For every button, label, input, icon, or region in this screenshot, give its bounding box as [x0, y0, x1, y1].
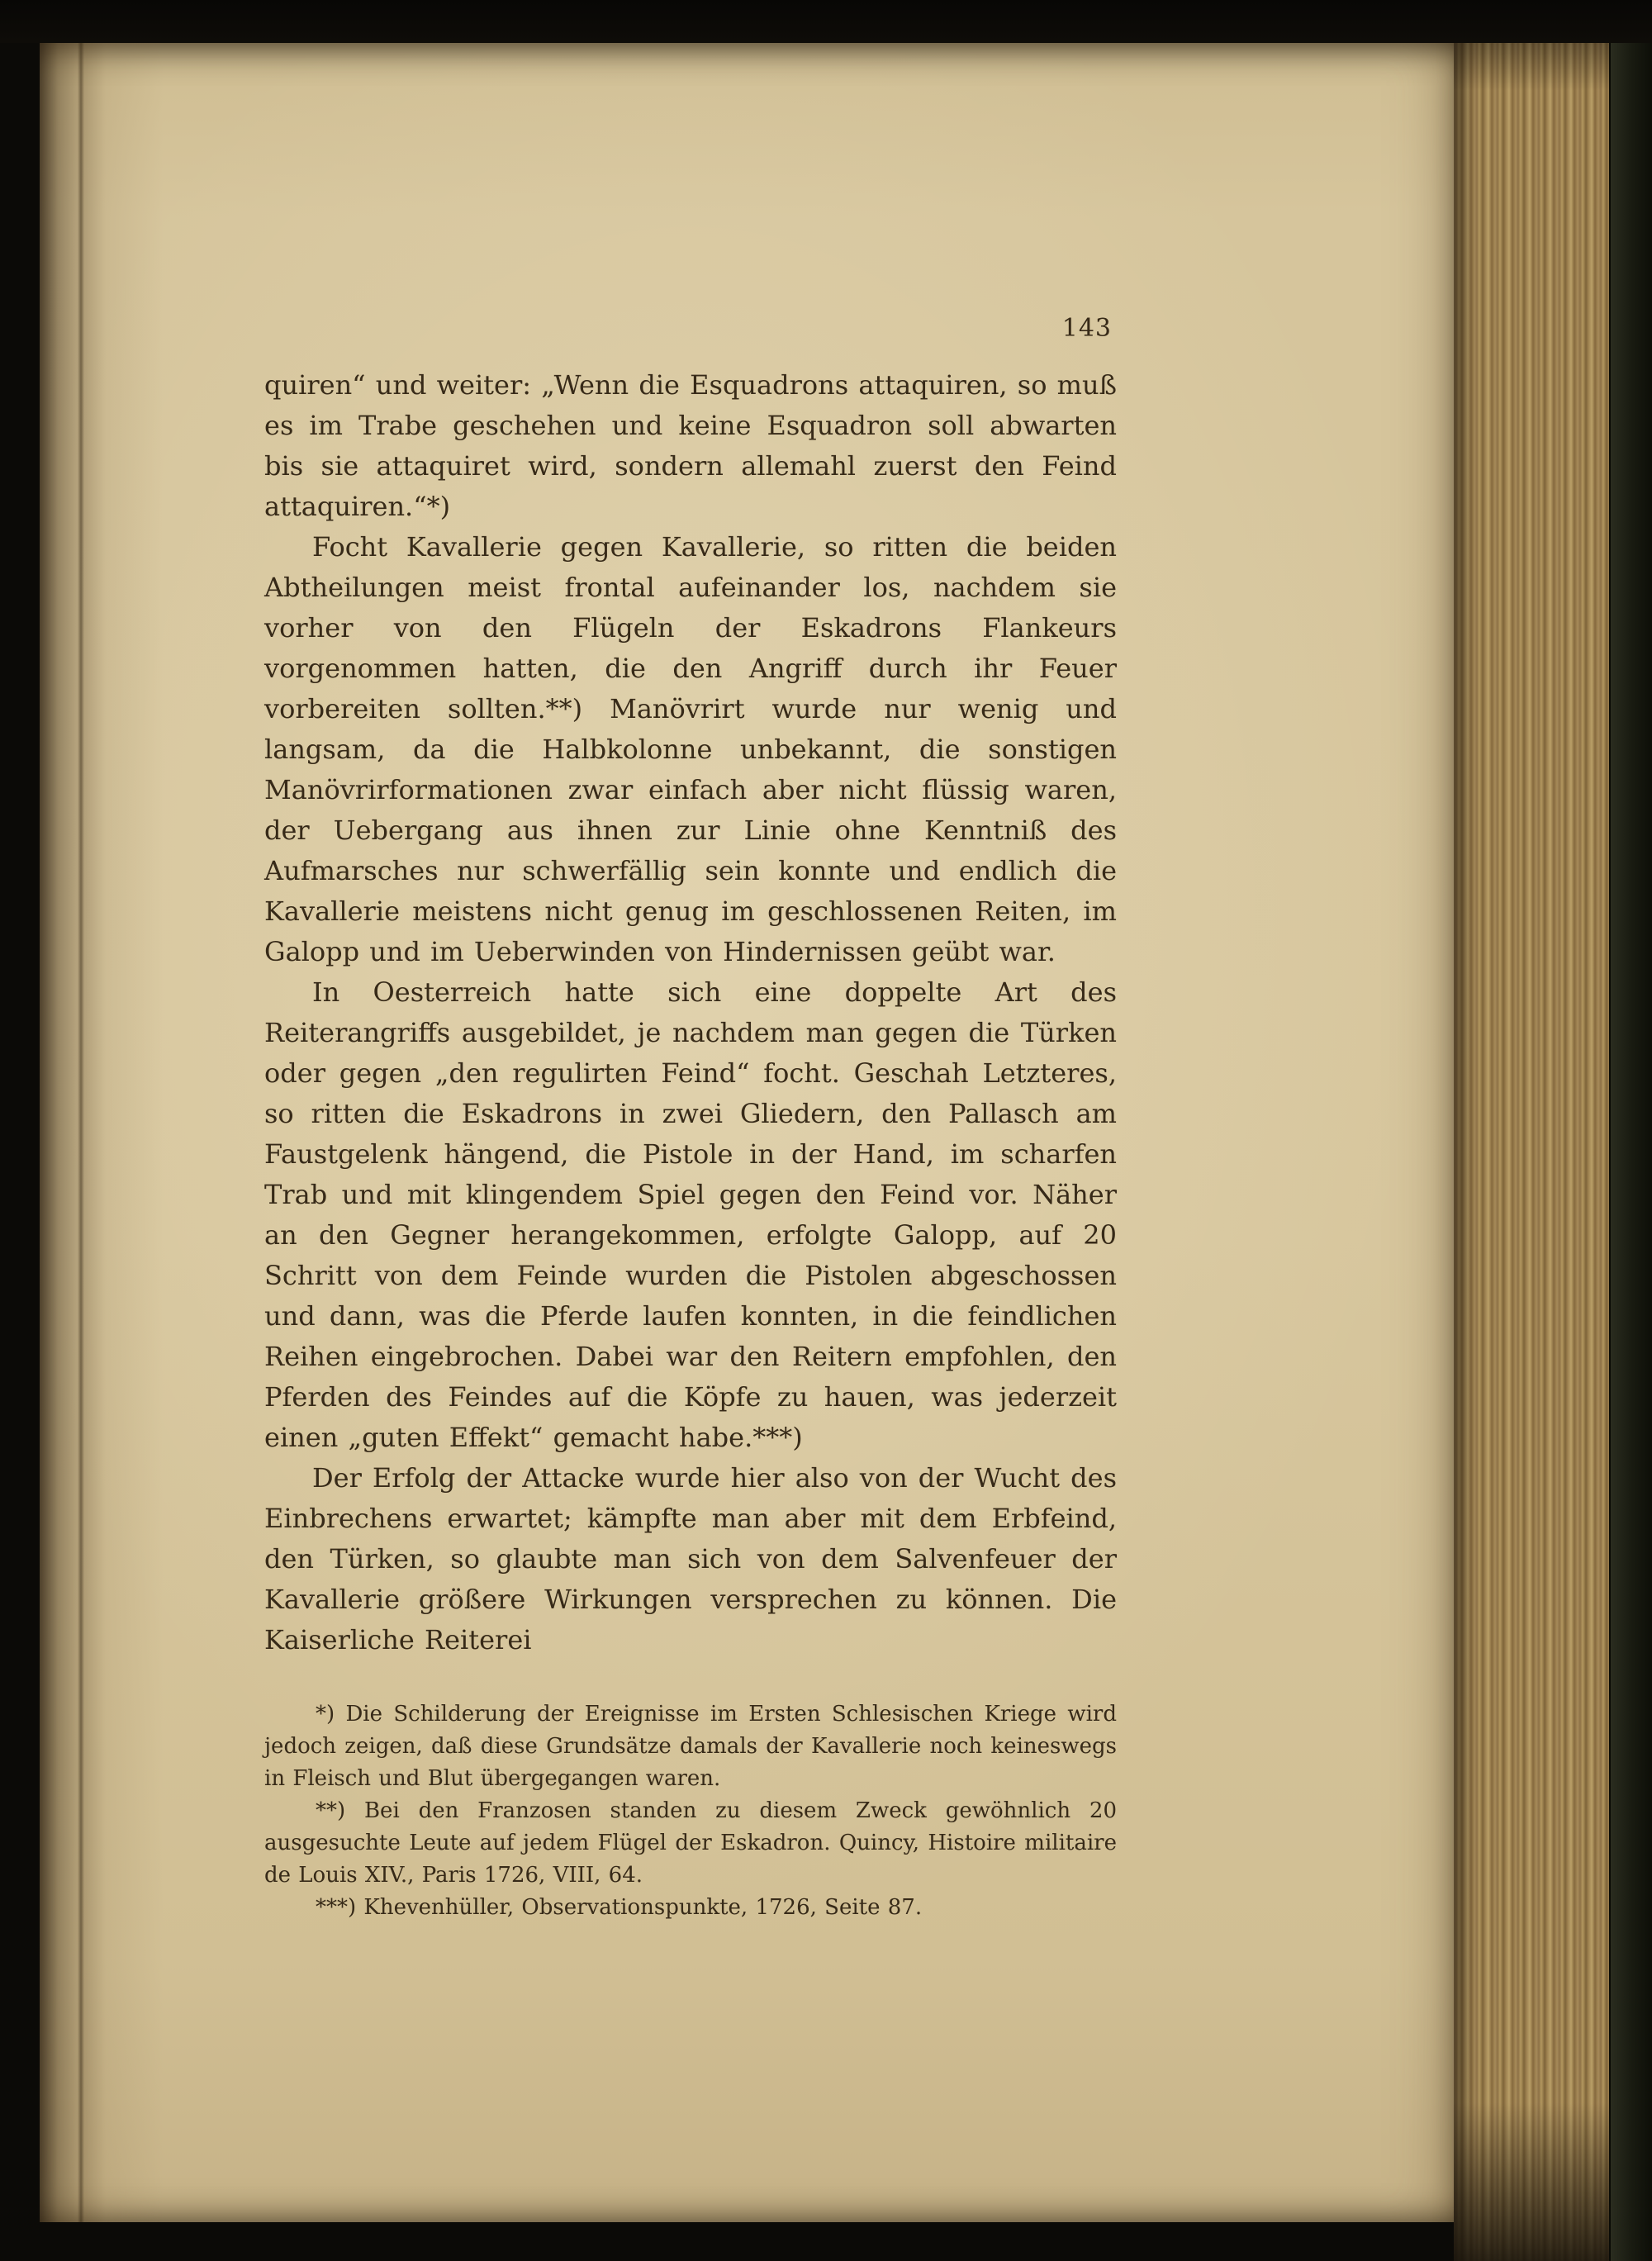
body-paragraph: quiren“ und weiter: „Wenn die Esquadrons attaquiren, so muß es im Trabe geschehen und keine Esquadron soll abwarten bis sie attaquiret wird, sondern allemahl zuerst den Feind attaquiren.“*)	[264, 369, 1117, 522]
gutter-shadow	[40, 41, 164, 2222]
footnote: ***) Khevenhüller, Observationspunkte, 1726, Seite 87.	[316, 1895, 923, 1920]
photo-top-shadow	[0, 0, 1652, 43]
footnotes-section	[264, 1698, 1117, 1924]
body-paragraph: Der Erfolg der Attacke wurde hier also von der Wucht des Einbrechens erwartet; kämpfte man aber mit dem Erbfeind, den Türken, so glaubte man sich von dem Salvenfeuer der Kavallerie größere Wirkungen versprechen zu können. Die Kaiserliche Reiterei	[264, 1462, 1117, 1655]
page-fold-line	[78, 41, 84, 2222]
page-edges	[1454, 0, 1611, 2261]
printed-text-block	[264, 314, 1117, 1924]
body-paragraph: In Oesterreich hatte sich eine doppelte Art des Reiterangriffs ausgebildet, je nachdem man gegen die Türken oder gegen „den regulirten Feind“ focht. Geschah Letzteres, so ritten die Eskadrons in zwei Gliedern, den Pallasch am Faustgelenk hängend, die Pistole in der Hand, im scharfen Trab und mit klingendem Spiel gegen den Feind vor. Näher an den Gegner herangekommen, erfolgte Galopp, auf 20 Schritt von dem Feinde wurden die Pistolen abgeschossen und dann, was die Pferde laufen konnten, in die feindlichen Reihen eingebrochen. Dabei war den Reitern empfohlen, den Pferden des Feindes auf die Köpfe zu hauen, was jederzeit einen „guten Effekt“ gemacht habe.***)	[264, 976, 1117, 1453]
body-paragraph: Focht Kavallerie gegen Kavallerie, so ritten die beiden Abtheilungen meist frontal aufeinander los, nachdem sie vorher von den Flügeln der Eskadrons Flankeurs vorgenommen hatten, die den Angriff durch ihr Feuer vorbereiten sollten.**) Manövrirt wurde nur wenig und langsam, da die Halbkolonne unbekannt, die sonstigen Manövrirformationen zwar einfach aber nicht flüssig waren, der Uebergang aus ihnen zur Linie ohne Kenntniß des Aufmarsches nur schwerfällig sein konnte und endlich die Kavallerie meistens nicht genug im geschlossenen Reiten, im Galopp und im Ueberwinden von Hindernissen geübt war.	[264, 531, 1117, 967]
footnote: **) Bei den Franzosen standen zu diesem Zweck gewöhnlich 20 ausgesuchte Leute auf jedem Flügel der Eskadron. Quincy, Histoire militaire de Louis XIV., Paris 1726, VIII, 64.	[264, 1798, 1117, 1888]
book-page	[40, 41, 1454, 2222]
page-number: 143	[1061, 314, 1112, 343]
footnote: *) Die Schilderung der Ereignisse im Ersten Schlesischen Kriege wird jedoch zeigen, daß diese Grundsätze damals der Kavallerie noch keineswegs in Fleisch und Blut übergegangen waren.	[264, 1702, 1117, 1791]
book-cover-edge	[1609, 0, 1652, 2261]
